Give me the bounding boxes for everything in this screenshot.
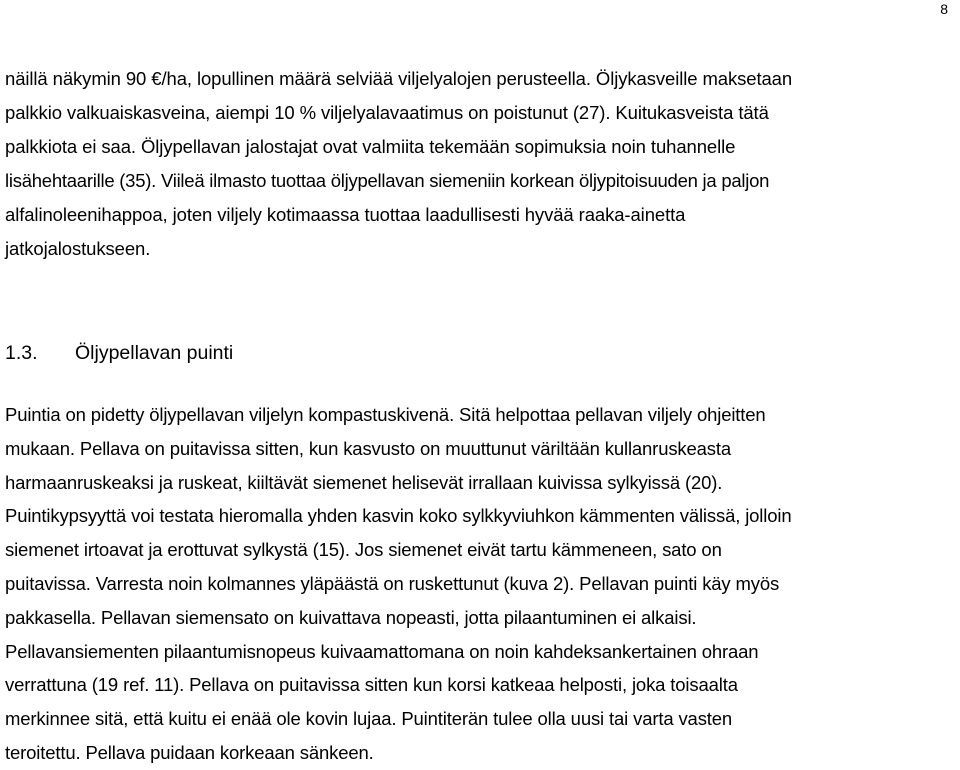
text-segment: lisähehtaarille (35). <box>5 170 161 191</box>
text-line: mukaan. Pellava on puitavissa sitten, kun kasvusto on muuttunut väriltään kullanruskeasta <box>5 437 732 459</box>
text-line: harmaanruskeaksi ja ruskeat, kiiltävät siemenet helisevät irrallaan kuivissa sylkyissä (20). <box>5 471 723 493</box>
text-line <box>5 164 955 198</box>
text-line: puitavissa. Varresta noin kolmannes yläpäästä on ruskettunut (kuva 2). Pellavan puinti käy myös <box>5 572 780 594</box>
text-segment: Viileä ilmasto tuottaa öljypellavan siemeniin korkean öljypitoisuuden ja paljon <box>160 170 770 191</box>
text-line: verrattuna (19 ref. 11). Pellava on puitavissa sitten kun korsi katkeaa helposti, joka toisaalta <box>5 674 738 696</box>
text-line: teroitettu. Pellava puidaan korkeaan sänkeen. <box>5 741 374 763</box>
text-line: palkkiota ei saa. Öljypellavan jalostajat ovat valmiita tekemään sopimuksia noin tuhannelle <box>5 136 736 157</box>
body-paragraph-threshing <box>5 398 955 770</box>
text-line: pakkasella. Pellavan siemensato on kuivattava nopeasti, jotta pilaantuminen ei alkaisi. <box>5 606 697 628</box>
text-line: jatkojalostukseen. <box>5 238 151 259</box>
text-line: alfalinoleenihappoa, joten viljely kotimaassa tuottaa laadullisesti hyvää raaka-ainetta <box>5 204 686 225</box>
text-line: Puintikypsyyttä voi testata hieromalla yhden kasvin koko sylkkyviuhkon kämmenten välissä, jolloin <box>5 505 792 527</box>
text-line: siemenet irtoavat ja erottuvat sylkystä (15). Jos siemenet eivät tartu kämmeneen, sato on <box>5 539 722 561</box>
text-line: näillä näkymin 90 €/ha, lopullinen määrä selviää viljelyalojen perusteella. Öljykasveille maksetaan <box>5 68 793 89</box>
page-number: 8 <box>940 1 948 17</box>
section-number: 1.3. <box>5 342 38 364</box>
text-line: Puintia on pidetty öljypellavan viljelyn kompastuskivenä. Sitä helpottaa pellavan viljely ohjeitten <box>5 404 766 425</box>
section-title: Öljypellavan puinti <box>75 342 234 364</box>
section-heading <box>5 336 233 370</box>
body-paragraph-intro <box>5 62 955 266</box>
text-line: merkinnee sitä, että kuitu ei enää ole kovin lujaa. Puintiterän tulee olla uusi tai varta vasten <box>5 708 733 730</box>
text-line: Pellavansiementen pilaantumisnopeus kuivaamattomana on noin kahdeksankertainen ohraan <box>5 640 759 662</box>
text-line: palkkio valkuaiskasveina, aiempi 10 % viljelyalavaatimus on poistunut (27). Kuitukasveista tätä <box>5 102 769 123</box>
